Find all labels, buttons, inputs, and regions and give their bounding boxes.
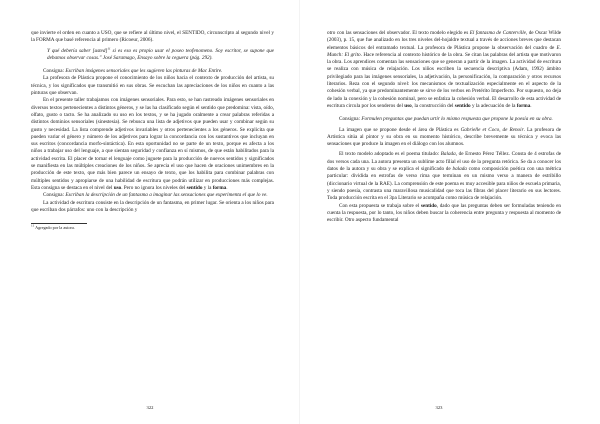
left-consigna-2-label: Consigna: bbox=[43, 192, 66, 199]
right-paragraph-1-text-b: , de Oscar Wilde (2003), p. 15, que fue analizado en los tres niveles del-hojaldre textual a través de acciones breves que destacan elementos básicos del entramado textual. La profesora de Plástica propone la observación del cuadro de bbox=[327, 30, 561, 51]
right-paragraph-2-italic-painting: Gabrielle et Coco, de Renoir bbox=[460, 126, 524, 133]
left-paragraph-2-text-c: y la bbox=[202, 184, 213, 191]
right-paragraph-1-text-d: , la construcción del bbox=[411, 102, 455, 109]
left-paragraph-1: La profesora de Plástica propone el conocimiento de los niños hacia el contexto de producción del artista, su técnica, y los significados que transmitió en sus obras. Se escuchan las apreciaciones de los niños en cuanto a las pinturas que observan. bbox=[31, 75, 274, 97]
right-paragraph-1-text-a: otro con las sensaciones del observador. El texto modelo elegido es bbox=[327, 30, 470, 36]
left-quote-footnote-marker: 11 bbox=[107, 45, 111, 50]
footnote-marker: 11 bbox=[31, 223, 35, 228]
right-paragraph-4-text-b: , dado que las preguntas deben ser formuladas teniendo en cuenta la respuesta, por lo tanto, los niños deben buscar la coherencia entre pregunta y respuesta al momento de escribir. Otro aspecto fundamental bbox=[327, 202, 561, 224]
right-page-number: 323 bbox=[435, 405, 443, 410]
right-paragraph-1-italic-painting: E. Munch: El grito bbox=[327, 44, 561, 58]
left-paragraph-2 bbox=[31, 97, 274, 192]
left-paragraph-2-text-d: . bbox=[226, 184, 228, 191]
left-paragraph-2-bold-uso: uso bbox=[113, 184, 122, 191]
left-footnote bbox=[31, 225, 274, 231]
left-paragraph-2-text-a: En el presente taller trabajamos con imágenes sensoriales. Para esto, se han rastreado imágenes sensoriales en diversos textos pertenecientes a distintos géneros, y se las ha clasificado según el sentido que predomina: vista, oído, olfato, gusto o tacto. Se ha analizado su uso en los textos, y se ha jugado oralmente a crear palabras referidas a distintos dominios sensoriales (sinestesia). Se rebusca una lista de adjetivos que pueden usar y combinar según su gusto y necesidad. La lista comprende adjetivos invariables y otros pertenecientes a los géneros. Se explicita que pueden variar el género y número de los adjetivos para lograr la concordancia con los sustantivos que incluyan en sus escritos (concordancia morfo-sintáctica). En esta oportunidad no se parte de un texto, porque es afecta a los niños a trabajar uso del lenguaje, a que sientan seguridad y confianza en sí mismos, de que están habilitados para la actividad escrita. El placer de tornar el lenguaje como juguete para la producción de nuevos sentidos y significados se manifiesta en las múltiples creaciones de los niños. Se aprecia el uso que hacen de oraciones unimembres en la producción de este texto, que más bien parece un ensayo de texto, que los habilita para combinar palabras con múltiples sentidos y apropiarse de una habilidad de escritura que podrán utilizar en producciones más complejas. Esta consigna se destaca en el nivel del bbox=[31, 97, 274, 191]
footnote-rule bbox=[31, 223, 87, 224]
right-paragraph-3-text-b: , de Ernesto Pérez Téllez. Consta de 4 estrofas de dos versos cada una. La autora presenta un sublime acto filial el uso de la pregunta retórica. Se da a conocer los datos de la autora y su obra y se explica el significado de bbox=[327, 151, 561, 173]
right-paragraph-1-text-c: . Hace referencia al contexto histórico de la obra. Se citan las palabras del artista que motivaron la obra. Los aprendices comentan las sensaciones que se generan a partir de la imagen. La actividad de escritura se realiza con música de relajación. Los niños escriben la secuencia descriptiva (Adam, 1992) ámbito privilegiado para las imágenes sensoriales, la adjetivación, la personificación, la comparación y otros recursos literarios. Reza con el segundo nivel: los mecanismos de textualización especialmente en el aspecto de la cohesión verbal, ya que predominantemente se sirve de los verbos en Pretérito Imperfecto. Por supuesto, no deja de lado la conexión y la cohesión nominal, pero se enfatiza la cohesión verbal. El desarrollo de esta actividad de escritura circula por los senderos del bbox=[327, 51, 561, 109]
left-paragraph-3: La actividad de escritura consiste en la descripción de un fantasma, en primer lugar. Se orienta a los niños para que escriban dos párrafos: uno con la descripción y bbox=[31, 199, 274, 213]
right-consigna-label: Consigna: bbox=[339, 116, 362, 123]
right-paragraph-2-text-b: . La profesora de Artística sitúa al pintor y su obra en su momento histórico, describe brevemente su técnica y evoca las sensaciones que produce la imagen en el diálogo con los alumnos. bbox=[327, 126, 562, 148]
left-paragraph-2-bold-forma: forma bbox=[212, 184, 227, 191]
right-paragraph-3-italic-poem: Balada bbox=[440, 151, 456, 158]
right-paragraph-2-text-a: La imagen que se propone desde el área de Plástica es bbox=[339, 126, 461, 133]
right-paragraph-3-text-a: El texto modelo adoptado es el poema titulado: bbox=[339, 151, 441, 158]
left-quote-part-b: si es eso es propio usar el poseo teofenomeno. Soy escritor, se supone que debamos observar cosas." José Saramago, Ensayo sobre la ceguera (pág. 292). bbox=[47, 47, 274, 61]
right-paragraph-1-bold-sentido: sentido bbox=[454, 102, 471, 109]
right-page bbox=[300, 0, 600, 424]
right-paragraph-1-text-f: . bbox=[530, 102, 532, 109]
right-paragraph-1-bold-uso: uso bbox=[404, 102, 412, 109]
footnote-text: Agregado por la autora. bbox=[34, 225, 75, 231]
right-paragraph-1-text-e: y la adecuación de la bbox=[470, 102, 517, 109]
left-paragraph-2-bold-sentido: sentido bbox=[186, 184, 203, 191]
right-paragraph-1 bbox=[327, 30, 561, 110]
left-consigna-1-label: Consigna: bbox=[43, 68, 66, 75]
right-paragraph-3 bbox=[327, 151, 561, 202]
right-paragraph-1-bold-forma: forma bbox=[516, 102, 531, 109]
left-quote-part-a: Y qué debería saber [usted] bbox=[47, 47, 108, 54]
right-paragraph-4-text-a: Con esta propuesta se trabaja sobre el bbox=[339, 202, 421, 209]
right-paragraph-3-text-c: como composición poética con una métrica particular: dividida en estrofas de verso rima que terminan en un mismo verso a manera de estribillo (diccionario virtual de la RAE). La comprensión de este poema es muy accesible para niños de escuela primaria, y siendo poesía, contrasta una maravillosa musicalidad que toca las fibras del placer literario en sus lectores. Toda producción escrita en el 3pa Literario se acompaña como música de relajación. bbox=[327, 166, 562, 202]
left-quote bbox=[31, 45, 274, 63]
right-consigna bbox=[327, 116, 561, 123]
right-paragraph-4-bold-sentido: sentido bbox=[420, 202, 437, 209]
right-paragraph-2 bbox=[327, 127, 561, 149]
left-consigna-2-text: Escriban la descripción de un fantasma a imaginar las sensaciones que experimenta el que lo ve. bbox=[65, 192, 268, 199]
left-page-number: 322 bbox=[146, 405, 154, 410]
left-consigna-2 bbox=[31, 192, 274, 199]
right-consigna-text: Formulen preguntas que puedan urtir lo mismo respuesta que propone la poesía en su obra. bbox=[361, 116, 553, 123]
left-top-paragraph: que invierte el orden en cuanto a USO, que se refiere al último nivel, el SENTIDO, circunscripto al segundo nivel y la FORMA que basé referencia al primero (Ricoeur, 2006). bbox=[31, 30, 274, 44]
left-consigna-1-text: Escriban imágenes sensoriales que les sugieren las pinturas de Mac Entire. bbox=[65, 68, 223, 75]
right-paragraph-1-italic-title: El fantasma de Canterville bbox=[469, 30, 526, 36]
right-paragraph-3-italic-balada: balada bbox=[452, 166, 467, 173]
right-paragraph-4 bbox=[327, 203, 561, 225]
left-paragraph-2-text-b: . Pero no ignora los niveles del bbox=[121, 184, 187, 191]
